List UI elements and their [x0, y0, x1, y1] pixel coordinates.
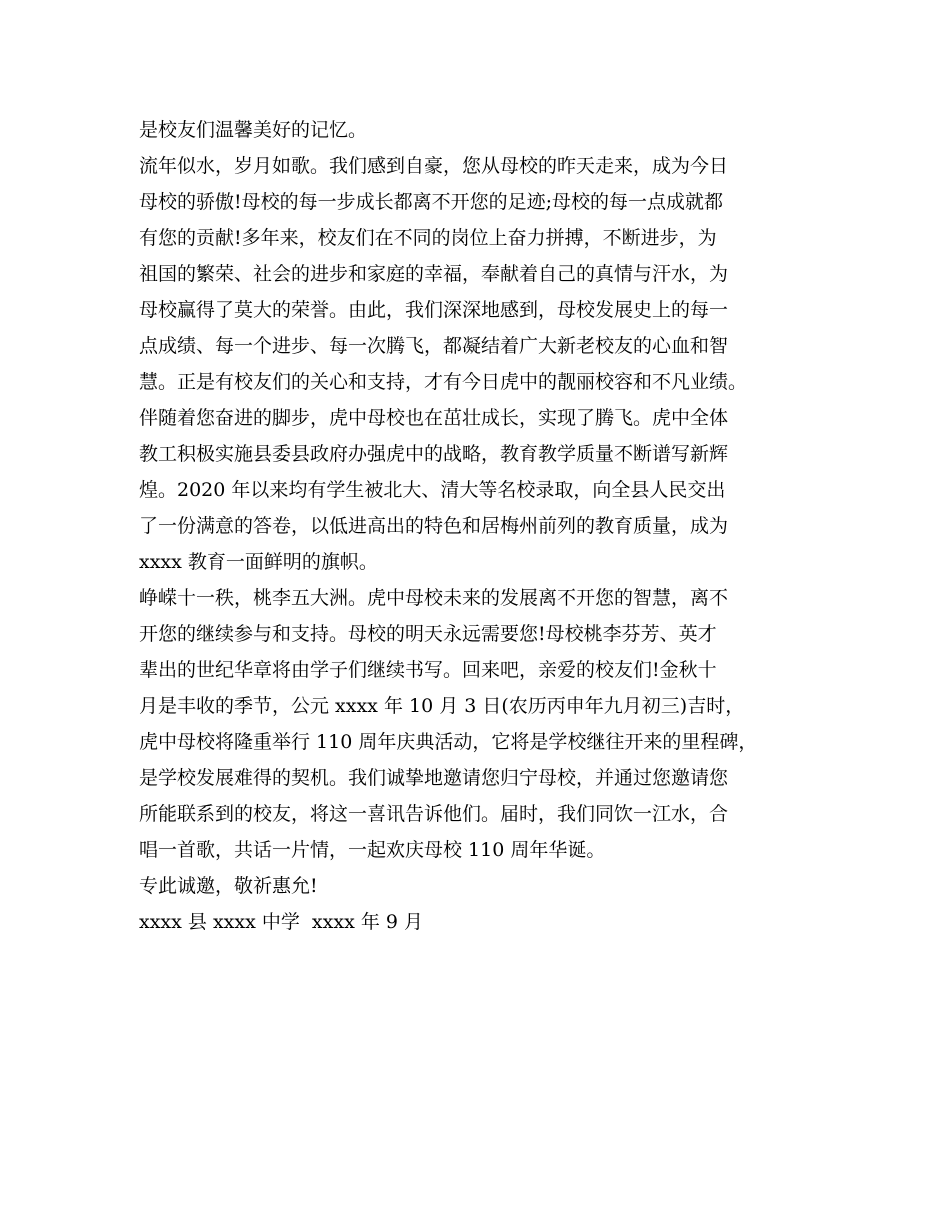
text-line: 母校的骄傲!母校的每一步成长都离不开您的足迹;母校的每一点成就都	[139, 191, 724, 213]
text-line: 有您的贡献!多年来，校友们在不同的岗位上奋力拼搏，不断进步，为	[139, 227, 717, 249]
text-line: 点成绩、每一个进步、每一次腾飞，都凝结着广大新老校友的心血和智	[139, 335, 729, 357]
text-line: 虎中母校将隆重举行 110 周年庆典活动，它将是学校继往开来的里程碑，	[139, 731, 758, 753]
text-line: 祖国的繁荣、社会的进步和家庭的幸福，奉献着自己的真情与汗水，为	[139, 263, 729, 285]
text-line: 伴随着您奋进的脚步，虎中母校也在茁壮成长，实现了腾飞。虎中全体	[139, 407, 729, 429]
text-line: 是学校发展难得的契机。我们诚挚地邀请您归宁母校，并通过您邀请您	[139, 767, 729, 789]
text-line: 唱一首歌，共话一片情，一起欢庆母校 110 周年华诞。	[139, 839, 606, 861]
text-line: 母校赢得了莫大的荣誉。由此，我们深深地感到，母校发展史上的每一	[139, 299, 729, 321]
closing-line: 专此诚邀，敬祈惠允!	[139, 875, 318, 897]
text-line: 月是丰收的季节，公元 xxxx 年 10 月 3 日(农历丙申年九月初三)吉时，	[139, 695, 745, 717]
text-line: 峥嵘十一秩，桃李五大洲。虎中母校未来的发展离不开您的智慧，离不	[139, 587, 729, 609]
signature-line: xxxx 县 xxxx 中学 xxxx 年 9 月	[139, 911, 423, 933]
text-line: 煌。2020 年以来均有学生被北大、清大等名校录取，向全县人民交出	[139, 479, 726, 501]
text-line: 所能联系到的校友，将这一喜讯告诉他们。届时，我们同饮一江水，合	[139, 803, 729, 825]
text-line: xxxx 教育一面鲜明的旗帜。	[139, 551, 378, 573]
text-line: 开您的继续参与和支持。母校的明天永远需要您!母校桃李芬芳、英才	[139, 623, 717, 645]
text-line: 慧。正是有校友们的关心和支持，才有今日虎中的靓丽校容和不凡业绩。	[139, 371, 748, 393]
text-line: 了一份满意的答卷，以低进高出的特色和居梅州前列的教育质量，成为	[139, 515, 729, 537]
document-body	[139, 112, 823, 940]
text-line: 是校友们温馨美好的记忆。	[139, 119, 368, 141]
text-line: 辈出的世纪华章将由学子们继续书写。回来吧，亲爱的校友们!金秋十	[139, 659, 717, 681]
text-line: 流年似水，岁月如歌。我们感到自豪，您从母校的昨天走来，成为今日	[139, 155, 729, 177]
text-line: 教工积极实施县委县政府办强虎中的战略，教育教学质量不断谱写新辉	[139, 443, 729, 465]
